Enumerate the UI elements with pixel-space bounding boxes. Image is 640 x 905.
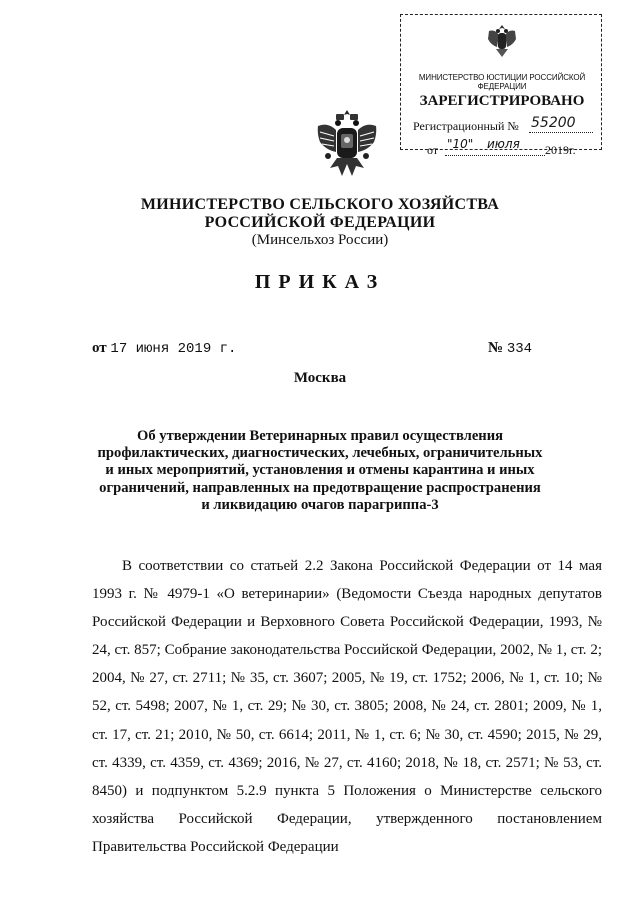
stamp-emblem-icon [485, 21, 519, 61]
subject-line-1: Об утверждении Ветеринарных правил осуществления [136, 428, 504, 444]
coat-of-arms-icon [314, 106, 380, 182]
order-body-paragraph: В соответствии со статьей 2.2 Закона Российской Федерации от 14 мая 1993 г. № 4979-1 «О ветеринарии» (Ведомости Съезда народных депутатов Российской Федерации и Верховного Совета Российской Федерации, 1993, № 24, ст. 857; Собрание законодательства Российской Федерации, 2002, № 1, ст. 2; 2004, № 27, ст. 2711; № 35, ст. 3607; 2005, № 19, ст. 1752; 2006, № 1, ст. 10; № 52, ст. 5498; 2007, № 1, ст. 29; № 30, ст. 3805; 2008, № 24, ст. 2801; 2009, № 1, ст. 17, ст. 21; 2010, № 50, ст. 6614; 2011, № 1, ст. 6; № 30, ст. 4590; 2015, № 29, ст. 4339, ст. 4359, ст. 4369; 2016, № 27, ст. 4160; 2018, № 18, ст. 2571; № 53, ст. 8450) и подпунктом 5.2.9 пункта 5 Положения о Министерстве сельского хозяйства Российской Федерации, утвержденного постановлением Правительства Российской Федерации [92, 558, 602, 855]
order-number [488, 340, 532, 357]
order-date-label: от [92, 340, 107, 356]
subject-line-3: и иных мероприятий, установления и отмены карантина и иных [105, 462, 535, 479]
stamp-reg-number-value: 55200 [531, 115, 576, 131]
stamp-date-month: июля [487, 137, 520, 151]
subject-line-5: и ликвидацию очагов парагриппа-3 [201, 496, 439, 513]
order-date-value: 17 июня 2019 г. [110, 341, 237, 357]
order-date [92, 340, 236, 357]
stamp-date-year: 2019г. [545, 143, 576, 157]
order-subject [80, 428, 560, 514]
ministry-name-line1: МИНИСТЕРСТВО СЕЛЬСКОГО ХОЗЯЙСТВА [140, 196, 500, 213]
order-title: ПРИКАЗ [254, 271, 386, 293]
subject-line-4: ограничений, направленных на предотвращение распространения [99, 479, 541, 496]
order-number-label: № [488, 340, 504, 356]
order-number-value: 334 [506, 341, 533, 357]
stamp-date-line [445, 155, 545, 156]
registration-stamp [400, 14, 602, 157]
stamp-date-prefix: от [427, 143, 439, 157]
stamp-reg-number-line [529, 132, 593, 133]
ministry-name-line2: РОССИЙСКОЙ ФЕДЕРАЦИИ [204, 214, 436, 231]
stamp-ministry: МИНИСТЕРСТВО ЮСТИЦИИ РОССИЙСКОЙ ФЕДЕРАЦИИ [418, 73, 586, 91]
order-city: Москва [293, 370, 347, 386]
stamp-registered: ЗАРЕГИСТРИРОВАНО [419, 93, 585, 109]
stamp-reg-number-label: Регистрационный № [413, 119, 519, 133]
stamp-date-day: "10" [447, 137, 474, 151]
subject-line-2: профилактических, диагностических, лечебных, ограничительных [97, 445, 543, 462]
ministry-short-name: (Минсельхоз России) [251, 232, 389, 248]
